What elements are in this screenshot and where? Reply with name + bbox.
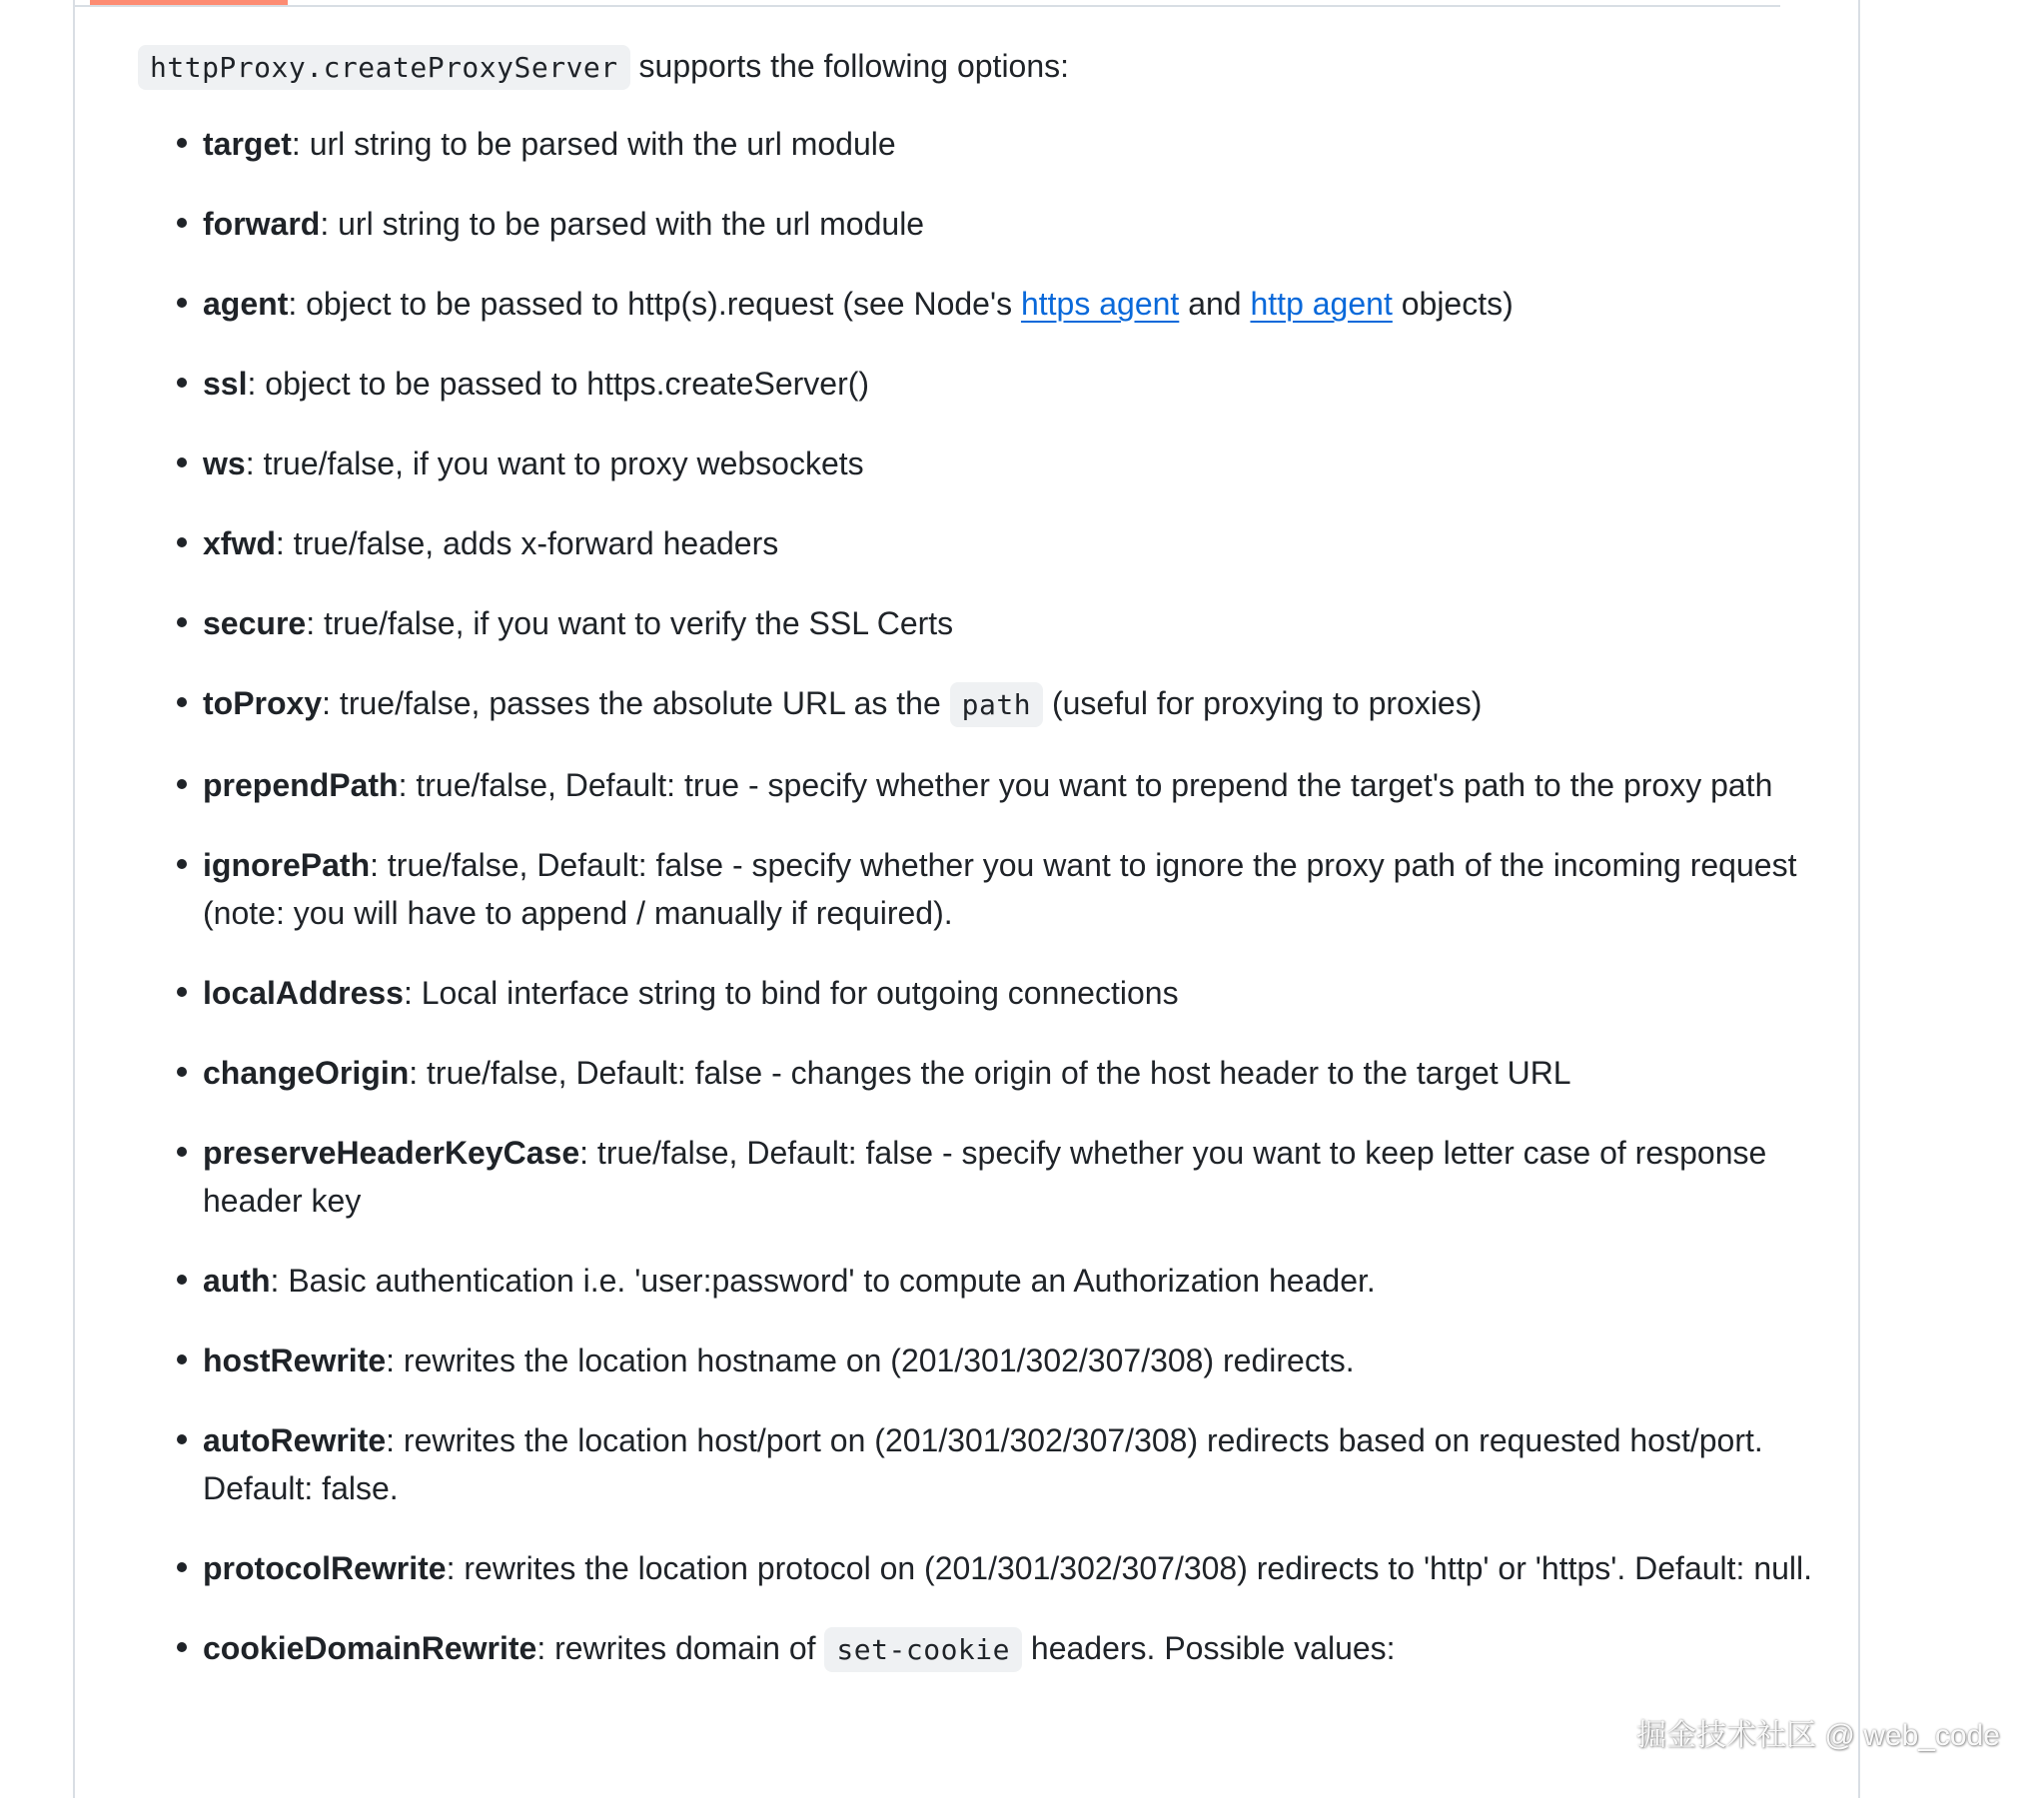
bullet-icon (177, 697, 187, 707)
bullet-icon (177, 218, 187, 228)
create-proxy-server-code: httpProxy.createProxyServer (138, 45, 630, 90)
option-changeorigin (203, 1049, 1841, 1097)
option-separator: : (370, 847, 380, 883)
option-description: object to be passed to https.createServer() (265, 366, 870, 402)
option-description: Basic authentication i.e. 'user:password' to compute an Authorization header. (288, 1263, 1376, 1299)
bullet-icon (177, 1642, 187, 1652)
bullet-icon (177, 1275, 187, 1285)
option-description: true/false, if you want to proxy websockets (263, 446, 864, 481)
option-description: rewrites the location protocol on (201/301/302/307/308) redirects to 'http' or 'https'. Default: null. (464, 1550, 1813, 1586)
bullet-icon (177, 1434, 187, 1444)
bullet-icon (177, 537, 187, 547)
option-description: true/false, Default: false - specify whether you want to ignore the proxy path of the incoming request (note: you will have to append / manually if required). (203, 847, 1797, 931)
bullet-icon (177, 1562, 187, 1572)
option-separator: : (291, 126, 301, 162)
bullet-icon (177, 617, 187, 627)
option-separator: : (270, 1263, 280, 1299)
option-separator: : (247, 366, 257, 402)
options-intro (138, 42, 1069, 92)
option-description-before: true/false, passes the absolute URL as the (339, 685, 941, 721)
option-localaddress (203, 969, 1841, 1017)
option-xfwd (203, 519, 1841, 567)
option-name: agent (203, 286, 289, 322)
option-description-after: headers. Possible values: (1030, 1630, 1396, 1666)
option-toproxy (203, 679, 1841, 729)
option-separator: : (386, 1422, 396, 1458)
option-description: rewrites the location hostname on (201/301/302/307/308) redirects. (403, 1343, 1355, 1378)
option-separator: : (320, 206, 330, 242)
bullet-icon (177, 859, 187, 869)
option-separator: : (306, 605, 316, 641)
bullet-icon (177, 987, 187, 997)
option-name: prependPath (203, 767, 399, 803)
option-name: forward (203, 206, 321, 242)
option-description: true/false, adds x-forward headers (293, 525, 779, 561)
option-separator: : (322, 685, 332, 721)
options-intro-text: supports the following options: (638, 48, 1070, 84)
bullet-icon (177, 1354, 187, 1364)
option-description: url string to be parsed with the url module (338, 206, 925, 242)
tab-underline-divider (75, 5, 1780, 7)
option-name: toProxy (203, 685, 323, 721)
option-description: Local interface string to bind for outgoing connections (421, 975, 1179, 1011)
option-agent (203, 280, 1841, 328)
set-cookie-code: set-cookie (824, 1627, 1022, 1672)
option-hostrewrite (203, 1337, 1841, 1384)
option-cookiedomainrewrite (203, 1624, 1841, 1674)
options-list (203, 120, 1841, 1706)
bullet-icon (177, 779, 187, 789)
watermark: 掘金技术社区 @ web_code (1636, 1719, 2000, 1752)
option-name: hostRewrite (203, 1343, 387, 1378)
option-separator: : (446, 1550, 456, 1586)
option-protocolrewrite (203, 1544, 1841, 1592)
https-agent-link[interactable]: https agent (1020, 286, 1180, 322)
option-name: preserveHeaderKeyCase (203, 1135, 580, 1171)
option-name: secure (203, 605, 307, 641)
option-autorewrite (203, 1416, 1841, 1512)
option-separator: : (245, 446, 255, 481)
option-forward (203, 200, 1841, 248)
option-name: protocolRewrite (203, 1550, 447, 1586)
option-description-after: objects) (1401, 286, 1514, 322)
option-description-after: (useful for proxying to proxies) (1051, 685, 1483, 721)
option-name: ssl (203, 366, 248, 402)
option-separator: : (403, 975, 413, 1011)
option-separator: : (536, 1630, 546, 1666)
option-target (203, 120, 1841, 168)
option-description: rewrites the location host/port on (201/301/302/307/308) redirects based on requested host/port. Default: false. (203, 1422, 1763, 1506)
option-name: autoRewrite (203, 1422, 387, 1458)
option-separator: : (275, 525, 285, 561)
active-tab-indicator (90, 0, 288, 5)
option-ssl (203, 360, 1841, 408)
bullet-icon (177, 457, 187, 467)
option-description: true/false, Default: false - changes the origin of the host header to the target URL (427, 1055, 1571, 1091)
option-description: true/false, Default: true - specify whether you want to prepend the target's path to the proxy path (416, 767, 1773, 803)
bullet-icon (177, 1067, 187, 1077)
option-name: xfwd (203, 525, 276, 561)
option-separator: : (386, 1343, 396, 1378)
option-name: ws (203, 446, 246, 481)
option-ws (203, 440, 1841, 487)
option-description-before: rewrites domain of (554, 1630, 816, 1666)
option-description: true/false, Default: false - specify whether you want to keep letter case of response header key (203, 1135, 1767, 1219)
option-ignorepath (203, 841, 1841, 937)
option-separator: : (409, 1055, 419, 1091)
option-description-before: object to be passed to http(s).request (see Node's (306, 286, 1013, 322)
option-name: cookieDomainRewrite (203, 1630, 537, 1666)
bullet-icon (177, 1147, 187, 1157)
readme-panel (73, 0, 1860, 1798)
option-secure (203, 599, 1841, 647)
bullet-icon (177, 138, 187, 148)
option-description: true/false, if you want to verify the SSL Certs (323, 605, 954, 641)
option-separator: : (288, 286, 298, 322)
option-name: auth (203, 1263, 271, 1299)
http-agent-link[interactable]: http agent (1250, 286, 1393, 322)
option-description-and: and (1188, 286, 1242, 322)
path-code: path (950, 682, 1043, 727)
option-description: url string to be parsed with the url module (309, 126, 896, 162)
bullet-icon (177, 378, 187, 388)
option-prependpath (203, 761, 1841, 809)
option-auth (203, 1257, 1841, 1305)
option-name: ignorePath (203, 847, 371, 883)
option-separator: : (398, 767, 408, 803)
option-separator: : (579, 1135, 589, 1171)
option-name: target (203, 126, 292, 162)
bullet-icon (177, 298, 187, 308)
option-name: localAddress (203, 975, 404, 1011)
option-name: changeOrigin (203, 1055, 410, 1091)
option-preserveheaderkeycase (203, 1129, 1841, 1225)
